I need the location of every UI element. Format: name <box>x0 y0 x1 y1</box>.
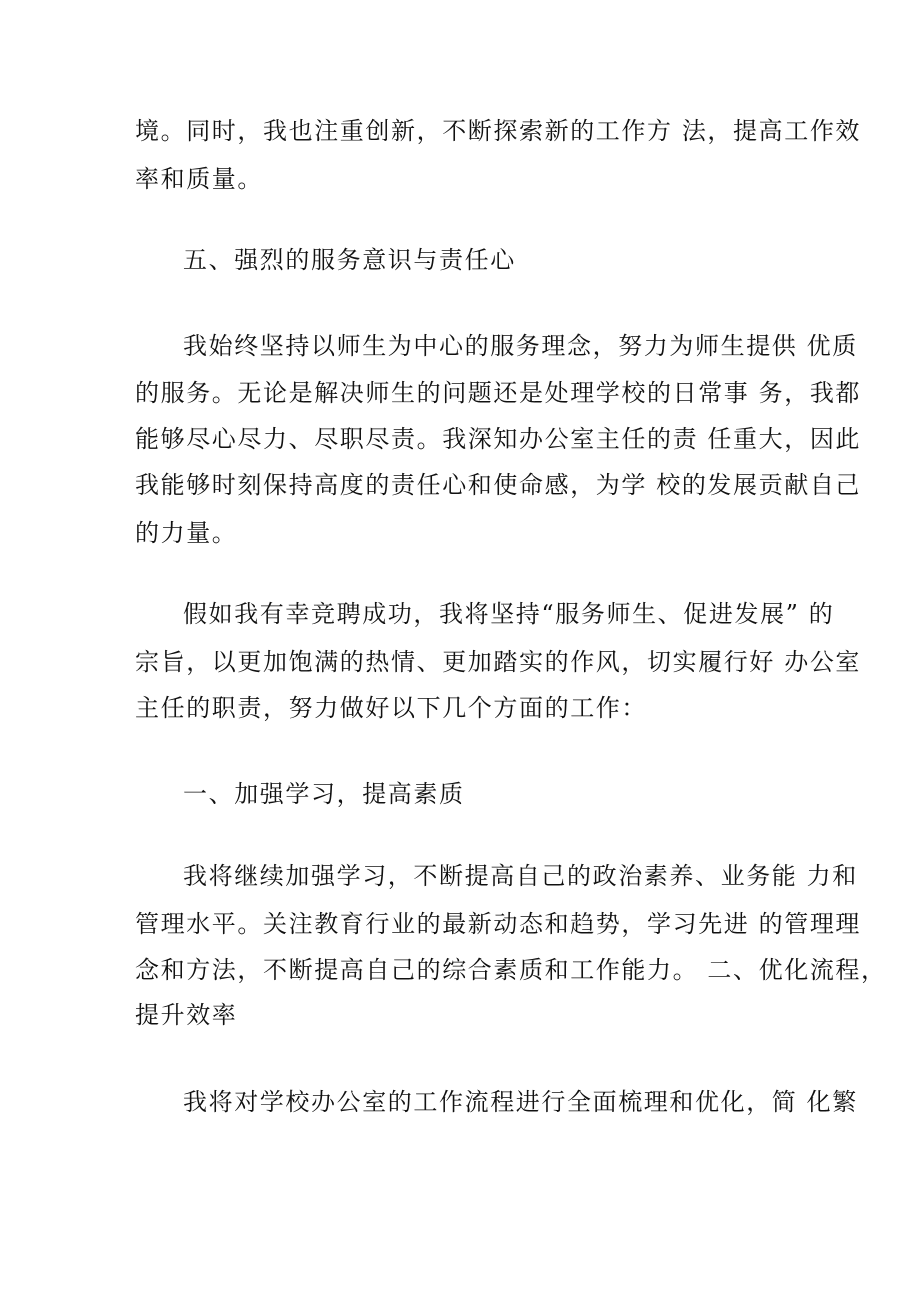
section-heading: 一、加强学习，提高素质 <box>183 780 465 808</box>
paragraph-line: 率和质量。 <box>135 165 263 193</box>
paragraph-line: 能够尽心尽力、尽职尽责。我深知办公室主任的责 任重大，因此 <box>135 425 862 453</box>
section-heading: 提升效率 <box>135 1001 238 1029</box>
paragraph-line: 假如我有幸竞聘成功，我将坚持“服务师生、促进发展” 的 <box>183 600 835 628</box>
paragraph-line: 管理水平。关注教育行业的最新动态和趋势，学习先进 的管理理 <box>135 910 862 938</box>
paragraph-line: 的服务。无论是解决师生的问题还是处理学校的日常事 务，我都 <box>135 379 862 407</box>
paragraph-line: 主任的职责，努力做好以下几个方面的工作： <box>135 694 647 722</box>
paragraph-line: 我将继续加强学习，不断提高自己的政治素养、业务能 力和 <box>183 862 858 890</box>
paragraph-line: 的力量。 <box>135 519 238 547</box>
paragraph-line: 念和方法，不断提高自己的综合素质和工作能力。 二、优化流程， <box>135 956 887 984</box>
paragraph-line: 我将对学校办公室的工作流程进行全面梳理和优化，简 化繁 <box>183 1088 858 1116</box>
paragraph-line: 我始终坚持以师生为中心的服务理念，努力为师生提供 优质 <box>183 332 858 360</box>
paragraph-line: 境。同时，我也注重创新，不断探索新的工作方 法，提高工作效 <box>135 117 862 145</box>
section-heading: 五、强烈的服务意识与责任心 <box>183 246 516 274</box>
paragraph-line: 宗旨，以更加饱满的热情、更加踏实的作风，切实履行好 办公室 <box>135 648 862 676</box>
paragraph-line: 我能够时刻保持高度的责任心和使命感，为学 校的发展贡献自己 <box>135 471 862 499</box>
